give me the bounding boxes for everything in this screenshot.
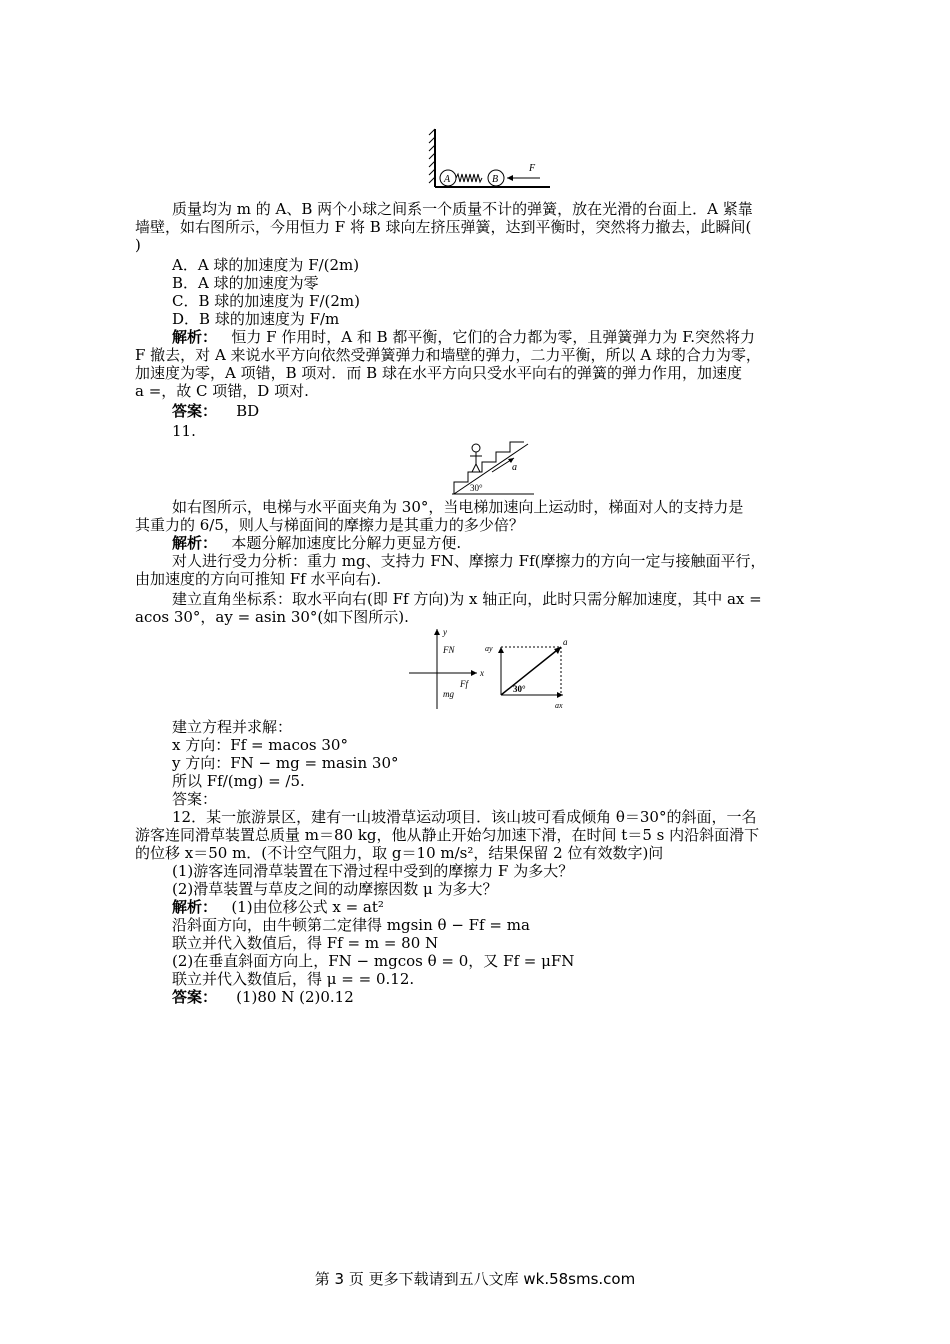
q11-eq-intro: 建立方程并求解：: [172, 718, 293, 736]
q11-analysis-line5: acos 30°，ay = asin 30°(如下图所示).: [135, 608, 409, 626]
ff-label: Ff: [460, 679, 468, 689]
answer-text: BD: [236, 402, 260, 420]
q11-analysis-line3: 由加速度的方向可推知 Ff 水平向右).: [135, 570, 382, 588]
q12-analysis-line1: [172, 898, 384, 916]
q11-analysis-line4: 建立直角坐标系：取水平向右(即 Ff 方向)为 x 轴正向，此时只需分解加速度，其中 ax =: [172, 590, 762, 608]
option-c: C．B 球的加速度为 F/(2m): [172, 292, 360, 310]
analysis-label: 解析：: [172, 328, 218, 346]
y-axis-label: y: [443, 627, 447, 637]
escalator-figure: [452, 438, 534, 498]
analysis-label: 解析：: [172, 898, 218, 916]
analysis-text: (1)由位移公式 x = at²: [231, 898, 384, 916]
analysis-text: 本题分解加速度比分解力更显方便.: [231, 534, 462, 552]
q11-analysis-line2: 对人进行受力分析：重力 mg、支持力 FN、摩擦力 Ff(摩擦力的方向一定与接触面平行，: [172, 552, 766, 570]
q12-answer: [172, 988, 354, 1006]
q12-analysis-line4: (2)在垂直斜面方向上，FN − mgcos θ = 0，又 Ff = μFN: [172, 952, 575, 970]
q11-eq1: x 方向：Ff = macos 30°: [172, 736, 348, 754]
option-b: B．A 球的加速度为零: [172, 274, 319, 292]
angle-label: 30°: [513, 684, 526, 694]
q12-analysis-line5: 联立并代入数值后，得 μ = = 0.12.: [172, 970, 415, 988]
q12-line2: 游客连同滑草装置总质量 m＝80 kg，他从静止开始匀加速下滑，在时间 t＝5 s 内沿斜面滑下: [135, 826, 760, 844]
spring: [456, 174, 482, 182]
q10-analysis-line1: [172, 328, 755, 346]
page-footer: 第 3 页 更多下载请到五八文库 wk.58sms.com: [314, 1270, 636, 1288]
q12-analysis-line3: 联立并代入数值后，得 Ff = m = 80 N: [172, 934, 439, 952]
q11-eq3: 所以 Ff/(mg) = /5.: [172, 772, 305, 790]
q10-analysis-line3: 加速度为零，A 项错，B 项对．而 B 球在水平方向只受水平向右的弹簧的弹力作用，加速度: [135, 364, 742, 382]
option-d: D．B 球的加速度为 F/m: [172, 310, 340, 328]
q11-number: 11.: [172, 422, 196, 440]
q10-answer: [172, 402, 259, 420]
angle-label: 30°: [470, 483, 483, 493]
fn-label: FN: [443, 645, 455, 655]
answer-text: (1)80 N (2)0.12: [236, 988, 354, 1006]
q11-line1: 如右图所示，电梯与水平面夹角为 30°，当电梯加速向上运动时，梯面对人的支持力是: [172, 498, 744, 516]
ax-label: ax: [555, 701, 563, 710]
person-head: [472, 444, 480, 452]
option-a: A．A 球的加速度为 F/(2m): [172, 256, 360, 274]
force-label: F: [529, 163, 536, 174]
q10-analysis-line4: a =，故 C 项错，D 项对.: [135, 382, 309, 400]
answer-label: 答案：: [172, 988, 218, 1006]
x-axis-label: x: [480, 668, 484, 678]
accel-label: a: [512, 462, 517, 473]
q10-analysis-line2: F 撤去，对 A 来说水平方向依然受弹簧弹力和墙壁的弹力，二力平衡，所以 A 球的合力为零，: [135, 346, 761, 364]
q10-line1: 质量均为 m 的 A、B 两个小球之间系一个质量不计的弹簧，放在光滑的台面上．A 紧靠: [172, 200, 753, 218]
ay-label: ay: [485, 644, 493, 653]
analysis-label: 解析：: [172, 534, 218, 552]
force-decomposition-figure: [405, 625, 580, 713]
q12-sub2: (2)滑草装置与草皮之间的动摩擦因数 μ 为多大？: [172, 880, 498, 898]
q12-sub1: (1)游客连同滑草装置在下滑过程中受到的摩擦力 F 为多大？: [172, 862, 574, 880]
a-label: a: [563, 637, 568, 647]
spring-balls-figure: [425, 125, 555, 195]
q11-analysis-line1: [172, 534, 461, 552]
ball-a-label: A: [444, 174, 451, 185]
mg-label: mg: [443, 689, 454, 699]
q11-eq2: y 方向：FN − mg = masin 30°: [172, 754, 399, 772]
q11-line2: 其重力的 6/5，则人与梯面间的摩擦力是其重力的多少倍？: [135, 516, 524, 534]
ball-b-label: B: [492, 174, 499, 185]
a-arrow: [501, 647, 561, 695]
q11-answer-label: 答案：: [172, 790, 218, 808]
q12-analysis-line2: 沿斜面方向，由牛顿第二定律得 mgsin θ − Ff = ma: [172, 916, 530, 934]
answer-label: 答案：: [172, 402, 218, 420]
q12-line1: 12．某一旅游景区，建有一山坡滑草运动项目．该山坡可看成倾角 θ＝30°的斜面，一名: [172, 808, 757, 826]
q12-line3: 的位移 x＝50 m．(不计空气阻力，取 g＝10 m/s²，结果保留 2 位有效数字)问: [135, 844, 664, 862]
analysis-text: 恒力 F 作用时，A 和 B 都平衡，它们的合力都为零，且弹簧弹力为 F.突然将力: [231, 328, 756, 346]
q10-line2: 墙壁，如右图所示，今用恒力 F 将 B 球向左挤压弹簧，达到平衡时，突然将力撤去，此瞬间(: [135, 218, 752, 236]
q10-line3: ): [135, 236, 141, 254]
